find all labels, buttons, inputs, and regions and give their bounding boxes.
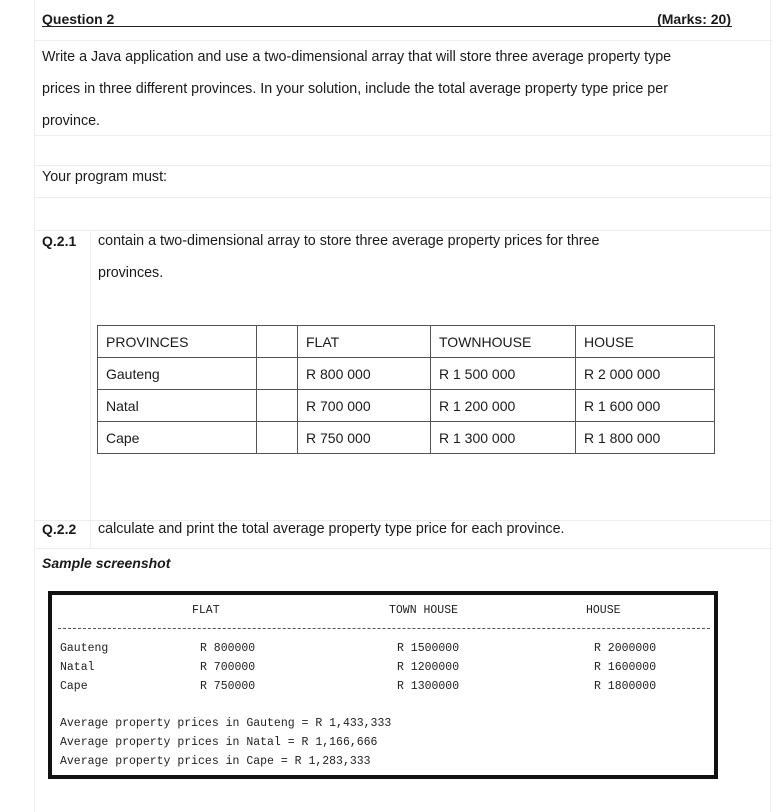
table-cell: R 1 300 000 — [431, 422, 576, 454]
console-header-townhouse: TOWN HOUSE — [389, 604, 459, 617]
console-value: R 1300000 — [397, 680, 460, 693]
table-row — [98, 390, 715, 422]
sample-console-output — [48, 591, 718, 779]
console-value: R 1600000 — [594, 661, 657, 674]
console-value: R 1200000 — [397, 661, 460, 674]
title-underline — [42, 26, 732, 27]
console-value: R 1800000 — [594, 680, 657, 693]
table-cell: R 700 000 — [298, 390, 431, 422]
table-cell: R 1 800 000 — [576, 422, 715, 454]
table-cell: R 1 200 000 — [431, 390, 576, 422]
table-cell: Gauteng — [98, 358, 257, 390]
price-table — [97, 325, 715, 454]
q21-line: provinces. — [98, 265, 164, 281]
console-value: R 750000 — [200, 680, 256, 693]
table-cell: R 1 500 000 — [431, 358, 576, 390]
table-cell — [257, 390, 298, 422]
q21-text — [98, 225, 599, 289]
table-cell: R 1 600 000 — [576, 390, 715, 422]
table-header-cell: FLAT — [298, 326, 431, 358]
console-value: R 800000 — [200, 642, 256, 655]
console-separator — [58, 628, 710, 629]
console-value: R 2000000 — [594, 642, 657, 655]
q21-line: contain a two-dimensional array to store three average property prices for three — [98, 233, 600, 249]
console-average-line: Average property prices in Gauteng = R 1,433,333 — [60, 717, 392, 730]
table-row — [98, 422, 715, 454]
intro-line: province. — [42, 113, 101, 129]
table-header-cell: TOWNHOUSE — [431, 326, 576, 358]
grid-line — [770, 0, 771, 812]
table-cell: R 2 000 000 — [576, 358, 715, 390]
console-average-line: Average property prices in Cape = R 1,283,333 — [60, 755, 371, 768]
console-value: R 700000 — [200, 661, 256, 674]
table-header-cell — [257, 326, 298, 358]
q21-number: Q.2.1 — [42, 233, 77, 249]
grid-line — [90, 230, 91, 548]
question-marks: (Marks: 20) — [657, 11, 731, 27]
console-province: Gauteng — [60, 642, 109, 655]
intro-line: Write a Java application and use a two-dimensional array that will store three average property type — [42, 49, 672, 65]
console-header-house: HOUSE — [586, 604, 621, 617]
grid-line — [34, 548, 772, 549]
table-cell: Natal — [98, 390, 257, 422]
grid-line — [34, 0, 35, 812]
question-title: Question 2 — [42, 11, 115, 27]
grid-line — [34, 165, 772, 166]
q22-text: calculate and print the total average property type price for each province. — [98, 521, 565, 537]
requirements-intro: Your program must: — [42, 169, 168, 185]
console-province: Natal — [60, 661, 95, 674]
table-cell: R 750 000 — [298, 422, 431, 454]
sample-screenshot-label: Sample screenshot — [42, 555, 171, 571]
question-intro — [42, 41, 762, 137]
table-cell — [257, 358, 298, 390]
console-header-flat: FLAT — [192, 604, 220, 617]
table-cell — [257, 422, 298, 454]
intro-line: prices in three different provinces. In your solution, include the total average property type price per — [42, 81, 668, 97]
console-province: Cape — [60, 680, 88, 693]
q22-number: Q.2.2 — [42, 521, 77, 537]
grid-line — [34, 197, 772, 198]
table-header-cell: HOUSE — [576, 326, 715, 358]
table-row — [98, 358, 715, 390]
table-cell: R 800 000 — [298, 358, 431, 390]
table-header-row — [98, 326, 715, 358]
console-value: R 1500000 — [397, 642, 460, 655]
table-header-cell: PROVINCES — [98, 326, 257, 358]
table-cell: Cape — [98, 422, 257, 454]
console-average-line: Average property prices in Natal = R 1,166,666 — [60, 736, 378, 749]
